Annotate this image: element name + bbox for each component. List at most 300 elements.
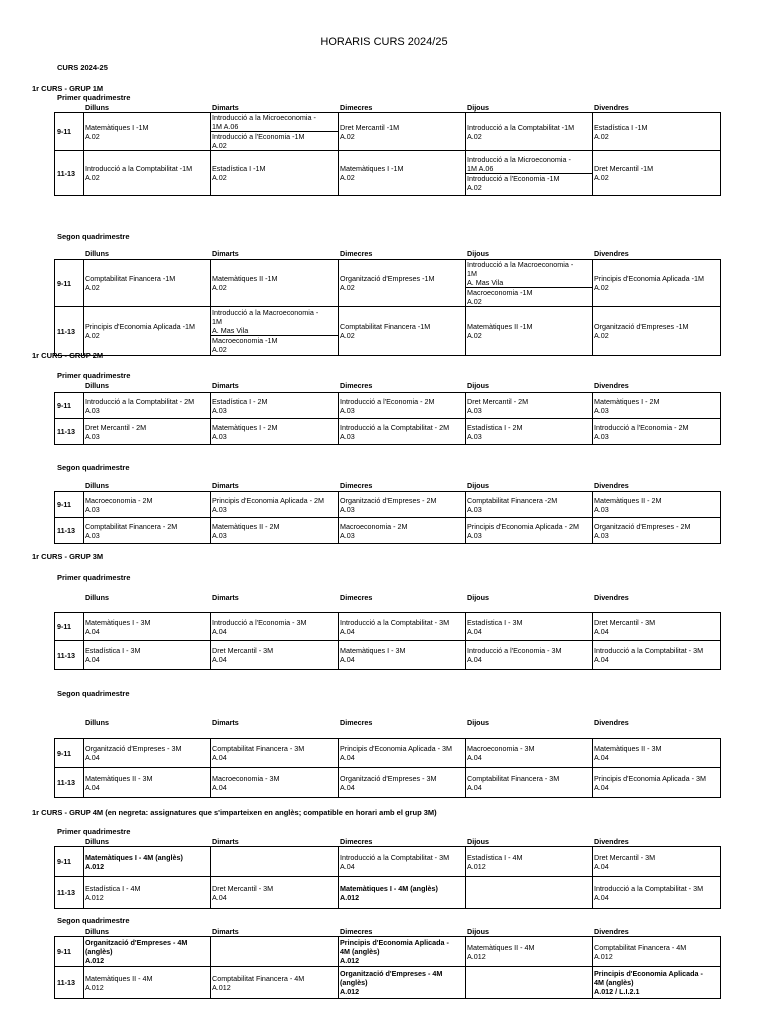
cell-line: 1M A.06 — [467, 163, 494, 173]
room-code: A.03 — [340, 405, 355, 415]
table-row — [55, 492, 721, 518]
cell-part — [466, 155, 592, 173]
subject-name: Matemàtiques I - 3M — [340, 646, 406, 655]
room-code: A.04 — [340, 655, 355, 664]
day-header: Dimarts — [212, 249, 239, 258]
time-slot: 11-13 — [55, 151, 84, 196]
schedule-cell — [339, 260, 466, 307]
schedule-cell — [466, 113, 593, 151]
page-title: HORARIS CURS 2024/25 — [320, 36, 448, 48]
subject-name: Dret Mercantil - 3M — [594, 617, 656, 627]
subject-name: Introducció a l'Economia - 2M — [340, 396, 435, 406]
cell-line: A.02 — [212, 345, 227, 354]
table-row — [55, 419, 721, 445]
room-code: A.012 / L.I.2.1 — [594, 987, 640, 996]
subject-name: Principis d'Economia Aplicada -1M — [594, 274, 705, 283]
room-code: A.03 — [340, 504, 355, 514]
schedule-cell — [84, 151, 211, 196]
schedule-cell — [339, 113, 466, 151]
schedule-cell — [593, 518, 721, 544]
schedule-table-g1-q1 — [54, 112, 721, 196]
table-row — [55, 847, 721, 877]
day-header: Divendres — [594, 718, 629, 727]
cell-line: Macroeconomia -1M — [467, 288, 533, 297]
cell-line: A.02 — [467, 182, 482, 192]
cell-line: Introducció a l'Economia -1M — [467, 173, 560, 183]
table-row — [55, 307, 721, 356]
room-code: A.012 — [340, 956, 360, 965]
schedule-cell — [593, 307, 721, 356]
day-header: Divendres — [594, 249, 629, 258]
schedule-cell — [593, 492, 721, 518]
schedule-cell — [593, 419, 721, 445]
schedule-table-g2-q1 — [54, 392, 721, 445]
schedule-cell — [339, 518, 466, 544]
schedule-table-g3-q2 — [54, 738, 721, 798]
schedule-cell — [466, 967, 593, 999]
subject-name: Introducció a l'Economia - 3M — [467, 646, 562, 655]
cell-part — [466, 287, 592, 306]
table-row — [55, 641, 721, 670]
room-code: A.03 — [212, 504, 227, 514]
schedule-table-g4-q2 — [54, 936, 721, 999]
cell-line: 1M — [467, 269, 477, 278]
cell-line: A. Mas Vila — [467, 278, 504, 287]
schedule-cell — [211, 151, 339, 196]
day-header: Dimarts — [212, 381, 239, 390]
schedule-cell — [211, 307, 339, 356]
day-header: Dilluns — [85, 718, 109, 727]
room-code: A.02 — [467, 131, 482, 141]
time-slot: 11-13 — [55, 419, 84, 445]
subject-name: Macroeconomia - 3M — [212, 773, 280, 783]
subject-name: Principis d'Economia Aplicada - — [594, 969, 703, 978]
subject-name: Introducció a la Comptabilitat - 3M — [594, 883, 704, 893]
cell-line: A.02 — [212, 141, 227, 150]
cell-part — [211, 113, 338, 131]
room-code: A.04 — [467, 626, 482, 636]
day-header: Dijous — [467, 837, 489, 846]
subject-name: Matemàtiques II - 3M — [594, 744, 662, 753]
room-code: A.04 — [594, 655, 609, 664]
room-code: A.03 — [467, 530, 482, 540]
room-code: A.03 — [594, 405, 609, 415]
subject-name: Dret Mercantil - 3M — [212, 646, 274, 655]
cell-part — [466, 173, 592, 192]
room-code: A.02 — [85, 283, 100, 292]
subject-name: Comptabilitat Financera -1M — [85, 274, 176, 283]
schedule-cell — [466, 739, 593, 768]
subject-name: Organització d'Empreses - 2M — [340, 495, 437, 505]
day-header: Dimarts — [212, 927, 239, 936]
schedule-cell — [84, 937, 211, 967]
cell-line: Introducció a l'Economia -1M — [212, 132, 305, 141]
room-code: A.04 — [212, 892, 227, 902]
cell-line: Macroeconomia -1M — [212, 336, 278, 345]
day-header: Dimecres — [340, 481, 373, 490]
room-code: A.04 — [467, 782, 482, 792]
group-4m-q2-label: Segon quadrimestre — [57, 916, 130, 925]
subject-name: Organització d'Empreses -1M — [594, 322, 689, 331]
subject-name: Dret Mercantil -1M — [340, 122, 400, 132]
room-code: A.03 — [85, 405, 100, 415]
room-code: A.012 — [85, 892, 104, 902]
schedule-cell — [593, 847, 721, 877]
subject-name: Organització d'Empreses -1M — [340, 274, 435, 283]
subject-name: Comptabilitat Financera - 3M — [212, 744, 305, 753]
subject-name: Introducció a l'Economia - 3M — [212, 617, 307, 627]
subject-name: Dret Mercantil - 3M — [594, 852, 656, 862]
group-4m-q1-label: Primer quadrimestre — [57, 827, 131, 836]
group-1m-q1-label: Primer quadrimestre — [57, 93, 131, 102]
subject-name: Matemàtiques II - 3M — [85, 773, 153, 783]
schedule-cell — [84, 847, 211, 877]
day-header: Dilluns — [85, 103, 109, 112]
room-code: A.03 — [212, 405, 227, 415]
group-2m-q2-label: Segon quadrimestre — [57, 463, 130, 472]
room-code: A.03 — [212, 530, 227, 540]
subject-name: Matemàtiques I - 4M (anglès) — [85, 852, 183, 862]
schedule-cell — [84, 739, 211, 768]
day-header: Dijous — [467, 381, 489, 390]
subject-name: Estadística I - 4M — [85, 883, 141, 893]
subject-name: Comptabilitat Financera -2M — [467, 495, 558, 505]
group-2m-label: 1r CURS - GRUP 2M — [32, 351, 104, 360]
time-slot: 9-11 — [55, 492, 84, 518]
day-header: Dimarts — [212, 718, 239, 727]
room-code: A.04 — [340, 753, 355, 762]
subject-name: Matemàtiques I - 2M — [212, 422, 278, 432]
subject-name: Estadística I -1M — [594, 122, 648, 132]
schedule-cell — [84, 768, 211, 798]
schedule-cell — [593, 877, 721, 909]
group-1m-q2-label: Segon quadrimestre — [57, 232, 130, 241]
room-code: (anglès) — [340, 978, 368, 987]
cell-part — [211, 308, 338, 335]
subject-name: Estadística I - 3M — [85, 646, 141, 655]
schedule-cell — [339, 967, 466, 999]
room-code: A.03 — [594, 504, 609, 514]
room-code: A.02 — [85, 131, 100, 141]
subject-name: Dret Mercantil -1M — [594, 164, 654, 173]
subject-name: Introducció a l'Economia - 2M — [594, 422, 689, 432]
schedule-cell — [211, 260, 339, 307]
room-code: A.012 — [212, 982, 231, 992]
schedule-cell — [211, 847, 339, 877]
schedule-cell — [339, 151, 466, 196]
schedule-cell — [466, 492, 593, 518]
room-code: A.012 — [340, 987, 360, 996]
schedule-cell — [466, 937, 593, 967]
schedule-cell — [211, 768, 339, 798]
day-header: Dilluns — [85, 249, 109, 258]
table-row — [55, 768, 721, 798]
table-row — [55, 739, 721, 768]
room-code: A.02 — [594, 173, 609, 182]
schedule-cell — [593, 967, 721, 999]
subject-name: Comptabilitat Financera - 4M — [594, 942, 687, 952]
room-code: A.03 — [467, 504, 482, 514]
room-code: A.03 — [340, 530, 355, 540]
room-code: A.04 — [340, 861, 355, 871]
subject-name: Introducció a la Comptabilitat - 2M — [340, 422, 450, 432]
table-row — [55, 613, 721, 641]
cell-line: A. Mas Vila — [212, 326, 249, 335]
schedule-cell — [339, 739, 466, 768]
time-slot: 11-13 — [55, 877, 84, 909]
day-header: Divendres — [594, 837, 629, 846]
subject-name: Estadística I - 4M — [467, 852, 523, 862]
subject-name: Introducció a la Comptabilitat - 2M — [85, 396, 195, 406]
schedule-cell — [339, 877, 466, 909]
room-code: (anglès) — [85, 947, 113, 956]
day-header: Divendres — [594, 481, 629, 490]
day-header: Dimecres — [340, 381, 373, 390]
room-code: A.03 — [340, 431, 355, 441]
room-code: A.04 — [340, 626, 355, 636]
schedule-cell — [593, 641, 721, 670]
subject-name: Matemàtiques II - 2M — [212, 521, 280, 531]
day-header: Dijous — [467, 593, 489, 602]
room-code: A.04 — [212, 753, 227, 762]
room-code: A.02 — [340, 173, 355, 182]
subject-name: Dret Mercantil - 2M — [85, 422, 147, 432]
time-slot: 11-13 — [55, 641, 84, 670]
cell-line: Introducció a la Microeconomia - — [212, 113, 316, 122]
day-header: Dijous — [467, 481, 489, 490]
subject-name: Matemàtiques II -1M — [212, 274, 278, 283]
time-slot: 11-13 — [55, 768, 84, 798]
room-code: A.04 — [212, 782, 227, 792]
subject-name: Matemàtiques I -1M — [85, 122, 149, 132]
schedule-cell — [84, 419, 211, 445]
cell-line: Introducció a la Microeconomia - — [467, 154, 571, 164]
schedule-cell — [84, 967, 211, 999]
room-code: A.03 — [212, 431, 227, 441]
room-code: A.02 — [594, 283, 609, 292]
subject-name: Organització d'Empreses - 4M — [340, 969, 443, 978]
schedule-cell — [593, 768, 721, 798]
room-code: A.04 — [594, 892, 609, 902]
schedule-cell — [339, 768, 466, 798]
cell-line: A.02 — [467, 297, 482, 306]
cell-line: Introducció a la Macroeconomia - — [467, 260, 574, 269]
day-header: Dilluns — [85, 381, 109, 390]
schedule-cell — [211, 419, 339, 445]
room-code: A.03 — [467, 431, 482, 441]
room-code: A.02 — [594, 331, 609, 340]
day-header: Dilluns — [85, 593, 109, 602]
schedule-cell — [339, 847, 466, 877]
room-code: A.04 — [212, 655, 227, 664]
table-row — [55, 877, 721, 909]
group-1m-label: 1r CURS - GRUP 1M — [32, 84, 104, 93]
day-header: Dimecres — [340, 927, 373, 936]
subject-name: Organització d'Empreses - 3M — [340, 773, 437, 783]
table-row — [55, 151, 721, 196]
schedule-cell — [84, 260, 211, 307]
schedule-cell — [84, 877, 211, 909]
room-code: A.03 — [594, 431, 609, 441]
subject-name: Comptabilitat Financera - 4M — [212, 973, 305, 983]
day-header: Divendres — [594, 381, 629, 390]
subject-name: Matemàtiques II - 4M — [85, 973, 153, 983]
time-slot: 11-13 — [55, 518, 84, 544]
subject-name: Principis d'Economia Aplicada - 3M — [594, 773, 707, 783]
time-slot: 9-11 — [55, 113, 84, 151]
room-code: A.02 — [85, 173, 100, 182]
room-code: A.02 — [594, 131, 609, 141]
schedule-cell — [211, 492, 339, 518]
group-3m-label: 1r CURS - GRUP 3M — [32, 552, 104, 561]
subject-name: Principis d'Economia Aplicada - 2M — [212, 495, 325, 505]
schedule-cell — [339, 393, 466, 419]
day-header: Divendres — [594, 927, 629, 936]
schedule-cell — [211, 937, 339, 967]
schedule-table-g1-q2 — [54, 259, 721, 356]
time-slot: 9-11 — [55, 613, 84, 641]
time-slot: 11-13 — [55, 307, 84, 356]
day-header: Dilluns — [85, 927, 109, 936]
room-code: A.02 — [340, 331, 355, 340]
day-header: Dimecres — [340, 593, 373, 602]
subject-name: Matemàtiques I - 2M — [594, 396, 660, 406]
table-row — [55, 260, 721, 307]
subject-name: Matemàtiques II -1M — [467, 322, 533, 331]
day-header: Dilluns — [85, 837, 109, 846]
room-code: A.02 — [340, 283, 355, 292]
room-code: A.04 — [340, 782, 355, 792]
day-header: Dimecres — [340, 103, 373, 112]
schedule-table-g4-q1 — [54, 846, 721, 909]
subject-name: Organització d'Empreses - 3M — [85, 744, 182, 753]
schedule-cell — [211, 739, 339, 768]
schedule-cell — [466, 877, 593, 909]
subject-name: Dret Mercantil - 2M — [467, 396, 529, 406]
subject-name: Comptabilitat Financera -1M — [340, 322, 431, 331]
subject-name: Comptabilitat Financera - 3M — [467, 773, 560, 783]
room-code: A.03 — [85, 431, 100, 441]
schedule-cell — [211, 967, 339, 999]
subject-name: Matemàtiques II - 4M — [467, 942, 535, 952]
subject-name: Matemàtiques I - 3M — [85, 617, 151, 627]
room-code: 4M (anglès) — [594, 978, 634, 987]
subject-name: Estadística I - 2M — [467, 422, 523, 432]
day-header: Dimecres — [340, 249, 373, 258]
schedule-cell — [466, 307, 593, 356]
subject-name: Introducció a la Comptabilitat - 3M — [340, 852, 450, 862]
group-3m-q1-label: Primer quadrimestre — [57, 573, 131, 582]
group-3m-q2-label: Segon quadrimestre — [57, 689, 130, 698]
schedule-cell — [211, 613, 339, 641]
room-code: A.04 — [594, 861, 609, 871]
schedule-cell — [466, 151, 593, 196]
subject-name: Comptabilitat Financera - 2M — [85, 521, 178, 531]
room-code: A.012 — [85, 861, 105, 871]
room-code: A.03 — [85, 530, 100, 540]
subject-name: Organització d'Empreses - 4M — [85, 938, 188, 947]
room-code: A.02 — [212, 173, 227, 182]
subject-name: Introducció a la Comptabilitat - 3M — [594, 646, 704, 655]
schedule-cell — [339, 613, 466, 641]
subject-name: Principis d'Economia Aplicada - 3M — [340, 744, 453, 753]
cell-part — [211, 335, 338, 354]
schedule-table-g2-q2 — [54, 491, 721, 544]
room-code: 4M (anglès) — [340, 947, 380, 956]
table-row — [55, 113, 721, 151]
day-header: Dilluns — [85, 481, 109, 490]
day-header: Dijous — [467, 927, 489, 936]
room-code: A.03 — [85, 504, 100, 514]
room-code: A.04 — [85, 655, 100, 664]
table-row — [55, 937, 721, 967]
subject-name: Matemàtiques I - 4M (anglès) — [340, 883, 438, 893]
time-slot: 9-11 — [55, 739, 84, 768]
room-code: A.04 — [85, 753, 100, 762]
schedule-cell — [84, 307, 211, 356]
schedule-cell — [84, 613, 211, 641]
day-header: Dimarts — [212, 103, 239, 112]
room-code: A.012 — [340, 892, 360, 902]
subject-name: Principis d'Economia Aplicada - 2M — [467, 521, 580, 531]
schedule-cell — [466, 641, 593, 670]
subject-name: Introducció a la Comptabilitat -1M — [467, 122, 575, 132]
table-row — [55, 393, 721, 419]
day-header: Dijous — [467, 103, 489, 112]
subject-name: Organització d'Empreses - 2M — [594, 521, 691, 531]
cell-line: 1M A.06 — [212, 122, 239, 131]
schedule-cell — [593, 151, 721, 196]
schedule-cell — [339, 492, 466, 518]
table-row — [55, 518, 721, 544]
room-code: A.04 — [594, 626, 609, 636]
schedule-cell — [211, 518, 339, 544]
cell-part — [466, 260, 592, 287]
schedule-cell — [593, 113, 721, 151]
schedule-cell — [466, 260, 593, 307]
room-code: A.04 — [594, 753, 609, 762]
day-header: Dimecres — [340, 718, 373, 727]
schedule-cell — [84, 518, 211, 544]
room-code: A.04 — [85, 626, 100, 636]
schedule-cell — [84, 492, 211, 518]
day-header: Dijous — [467, 249, 489, 258]
time-slot: 9-11 — [55, 260, 84, 307]
schedule-cell — [339, 641, 466, 670]
room-code: A.04 — [467, 753, 482, 762]
day-header: Dimarts — [212, 837, 239, 846]
table-row — [55, 967, 721, 999]
schedule-cell — [466, 613, 593, 641]
room-code: A.02 — [467, 331, 482, 340]
day-header: Divendres — [594, 103, 629, 112]
room-code: A.02 — [85, 331, 100, 340]
schedule-cell — [593, 739, 721, 768]
schedule-cell — [466, 518, 593, 544]
cell-line: Introducció a la Macroeconomia - — [212, 308, 319, 317]
cell-part — [211, 131, 338, 150]
day-header: Dimarts — [212, 593, 239, 602]
schedule-cell — [339, 419, 466, 445]
room-code: A.03 — [467, 405, 482, 415]
subject-name: Macroeconomia - 2M — [85, 495, 153, 505]
room-code: A.02 — [340, 131, 355, 141]
room-code: A.03 — [594, 530, 609, 540]
room-code: A.04 — [467, 655, 482, 664]
subject-name: Estadística I -1M — [212, 164, 266, 173]
schedule-cell — [84, 393, 211, 419]
schedule-cell — [593, 393, 721, 419]
